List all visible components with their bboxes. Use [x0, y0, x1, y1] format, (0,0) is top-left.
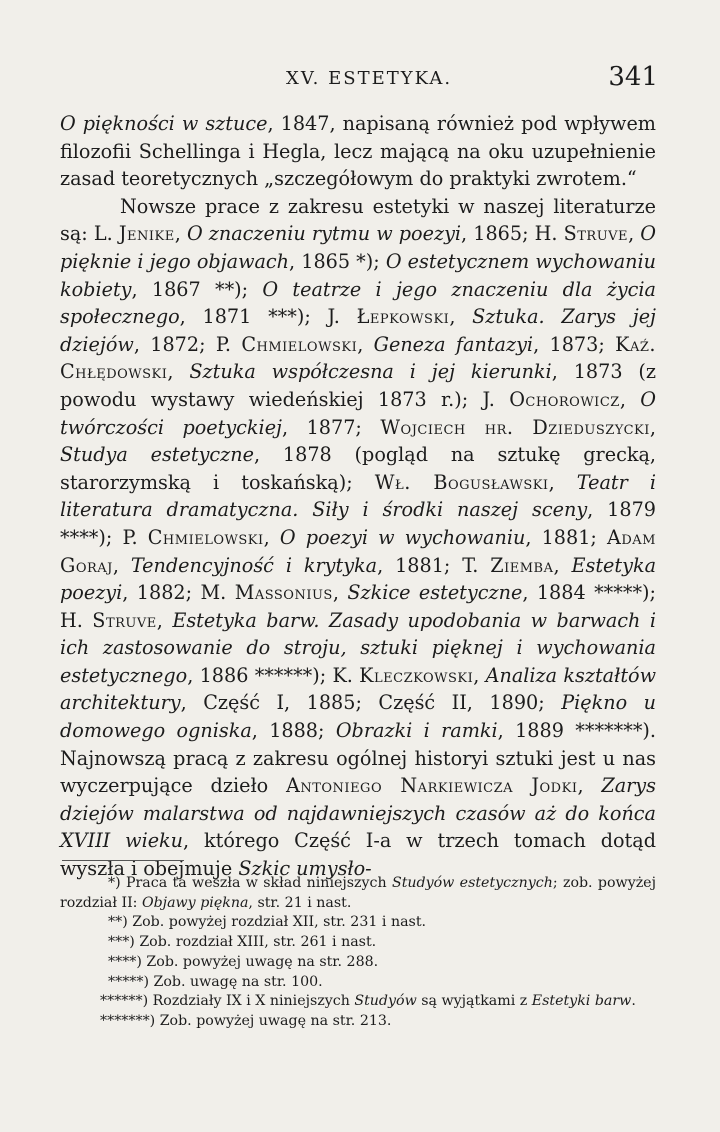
- page-header: [60, 62, 658, 102]
- body-text: [60, 110, 656, 883]
- footnote-1: *) Praca ta weszła w skład niniejszych Studyów estetycznych; zob. powyżej rozdział II: Objawy piękna, str. 21 i nast.: [60, 875, 656, 911]
- paragraph-2: Nowsze prace z zakresu estetyki w naszej literaturze są: L. Jenike, O znaczeniu rytmu w poezyi, 1865; H. Struve, O pięknie i jego objawach, 1865 *); O estetycznem wychowaniu kobiety, 1867 **); O teatrze i jego znaczeniu dla życia społecznego, 1871 ***); J. Łepkowski, Sztuka. Zarys jej dziejów, 1872; P. Chmielowski, Geneza fantazyi, 1873; Kaź. Chłędowski, Sztuka współczesna i jej kierunki, 1873 (z powodu wystawy wiedeńskiej 1873 r.); J. Ochorowicz, O twórczości poetyckiej, 1877; Wojciech hr. Dzieduszycki, Studya estetyczne, 1878 (pogląd na sztukę grecką, starorzymską i toskańską); Wł. Bogusławski, Teatr i literatura dramatyczna. Siły i środki naszej sceny, 1879 ****); P. Chmielowski, O poezyi w wychowaniu, 1881; Adam Goraj, Tendencyjność i krytyka, 1881; T. Ziemba, Estetyka poezyi, 1882; M. Massonius, Szkice estetyczne, 1884 *****); H. Struve, Estetyka barw. Zasady upodobania w barwach i ich zastosowanie do stroju, sztuki pięknej i wychowania estetycznego, 1886 ******); K. Kleczkowski, Analiza kształtów architektury, Część I, 1885; Część II, 1890; Piękno u domowego ogniska, 1888; Obrazki i ramki, 1889 *******). Najnowszą pracą z zakresu ogólnej historyi sztuki jest u nas wyczerpujące dzieło Antoniego Narkiewicza Jodki, Zarys dziejów malarstwa od najdawniejszych czasów aż do końca XVIII wieku, którego Część I-a w trzech tomach dotąd wyszła i obejmuje Szkic umysło-: [60, 194, 657, 881]
- paragraph-1: O piękności w sztuce, 1847, napisaną również pod wpływem filozofii Schellinga i Hegla, lecz mającą na oku uzupełnienie zasad teoretycznych „szczegółowym do praktyki zwrotem.“: [60, 112, 656, 191]
- footnote-4: ****) Zob. powyżej uwagę na str. 288.: [108, 953, 379, 970]
- footnote-7: *******) Zob. powyżej uwagę na str. 213.: [100, 1012, 392, 1029]
- running-head: XV. ESTETYKA.: [286, 68, 453, 89]
- footnote-2: **) Zob. powyżej rozdział XII, str. 231 i nast.: [108, 914, 427, 931]
- footnotes: [60, 874, 656, 1032]
- page-number: 341: [608, 62, 658, 92]
- footnote-5: *****) Zob. uwagę na str. 100.: [108, 973, 323, 990]
- footnote-3: ***) Zob. rozdział XIII, str. 261 i nast.: [108, 934, 377, 951]
- footnote-rule: [62, 860, 184, 861]
- footnote-6: ******) Rozdziały IX i X niniejszych Studyów są wyjątkami z Estetyki barw.: [100, 993, 636, 1010]
